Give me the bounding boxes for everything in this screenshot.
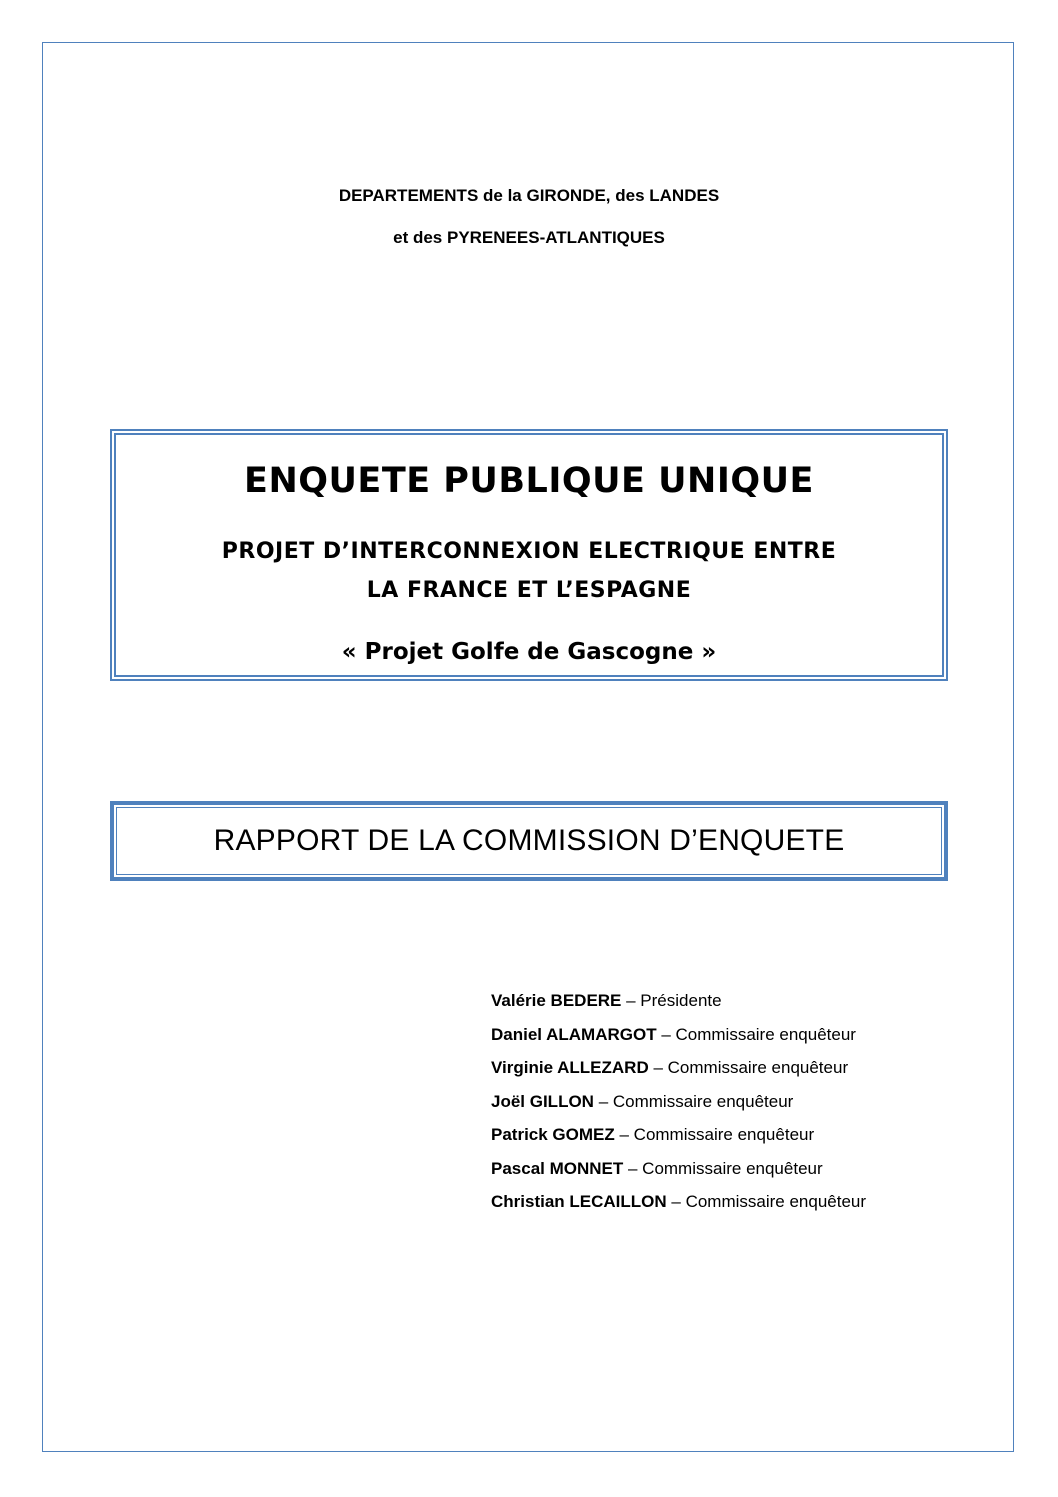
subtitle-line-1: PROJET D’INTERCONNEXION ELECTRIQUE ENTRE xyxy=(221,539,837,564)
member-name: Daniel ALAMARGOT xyxy=(491,1024,657,1044)
member-item xyxy=(491,1057,866,1091)
main-title: ENQUETE PUBLIQUE UNIQUE xyxy=(244,461,814,501)
member-item xyxy=(491,1124,866,1158)
report-box xyxy=(110,801,948,881)
member-role: – Commissaire enquêteur xyxy=(623,1158,823,1178)
member-role: – Commissaire enquêteur xyxy=(656,1024,856,1044)
member-role: – Commissaire enquêteur xyxy=(648,1058,849,1077)
project-name: « Projet Golfe de Gascogne » xyxy=(341,639,717,665)
member-item xyxy=(491,1024,866,1058)
departments-line-1: DEPARTEMENTS de la GIRONDE, des LANDES xyxy=(338,186,720,205)
member-name: Joël GILLON xyxy=(491,1091,594,1111)
page-border xyxy=(42,42,1014,1452)
member-role: – Commissaire enquêteur xyxy=(593,1091,794,1111)
title-box xyxy=(110,429,948,681)
departments-line-2: et des PYRENEES-ATLANTIQUES xyxy=(393,228,665,247)
member-name: Christian LECAILLON xyxy=(491,1192,667,1211)
commission-members xyxy=(491,990,866,1225)
member-role: – Présidente xyxy=(621,991,722,1010)
member-name: Virginie ALLEZARD xyxy=(491,1058,649,1077)
member-name: Pascal MONNET xyxy=(491,1158,624,1178)
member-item xyxy=(491,1158,866,1192)
member-item xyxy=(491,990,866,1024)
member-name: Patrick GOMEZ xyxy=(491,1125,615,1144)
member-role: – Commissaire enquêteur xyxy=(666,1192,867,1211)
subtitle-line-2: LA FRANCE ET L’ESPAGNE xyxy=(366,578,692,603)
member-item xyxy=(491,1191,866,1225)
member-role: – Commissaire enquêteur xyxy=(614,1125,815,1144)
member-item xyxy=(491,1091,866,1125)
member-name: Valérie BEDERE xyxy=(491,991,622,1010)
report-title: RAPPORT DE LA COMMISSION D’ENQUETE xyxy=(213,824,845,857)
